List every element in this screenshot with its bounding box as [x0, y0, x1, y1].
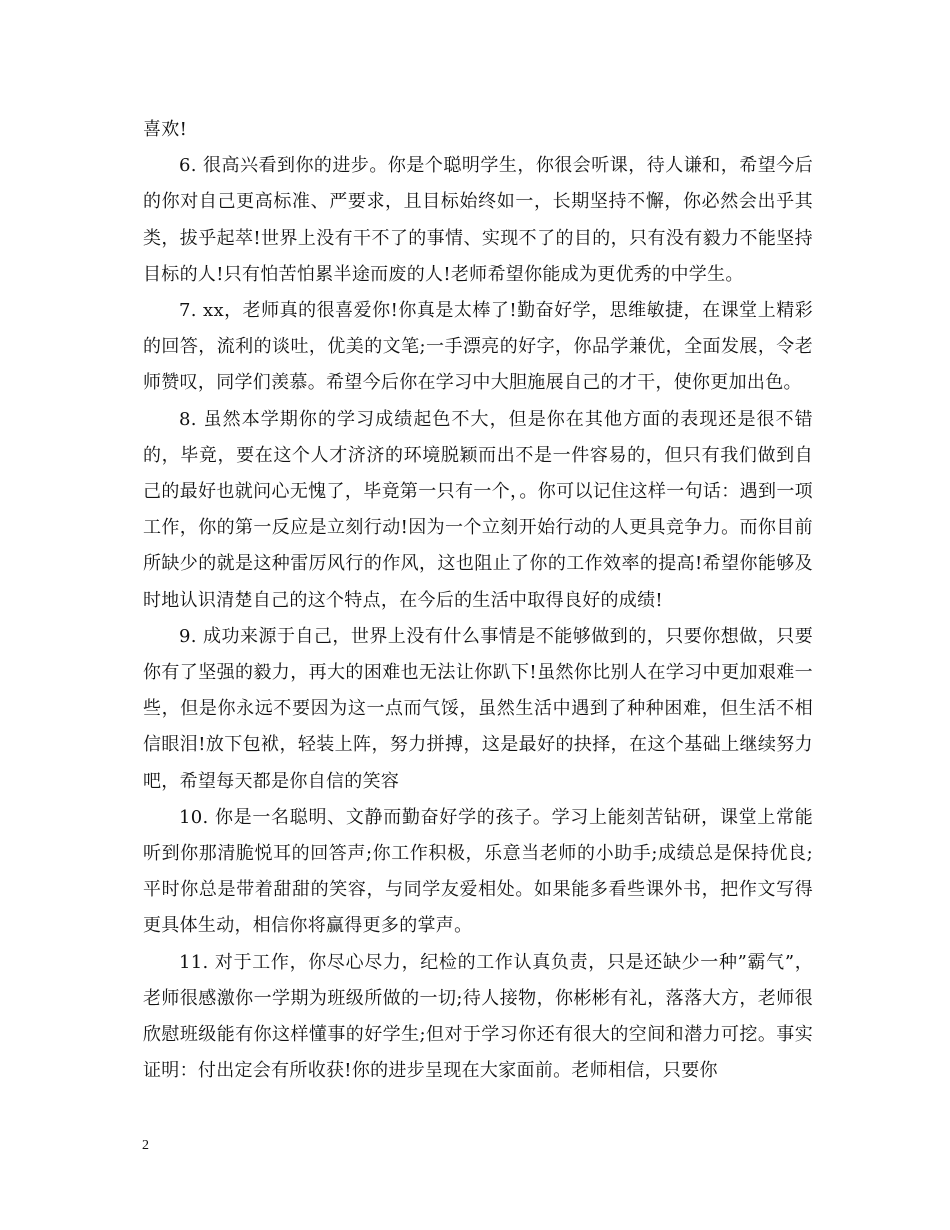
- paragraph-comment-10: 10. 你是一名聪明、文静而勤奋好学的孩子。学习上能刻苦钻研，课堂上常能听到你那清脆悦耳的回答声;你工作积极，乐意当老师的小助手;成绩总是保持优良;平时你总是带着甜甜的笑容，与同学友爱相处。如果能多看些课外书，把作文写得更具体生动，相信你将赢得更多的掌声。: [143, 806, 813, 937]
- paragraph-comment-7: 7. xx，老师真的很喜爱你!你真是太棒了!勤奋好学，思维敏捷，在课堂上精彩的回答，流利的谈吐，优美的文笔;一手漂亮的好字，你品学兼优，全面发展，令老师赞叹，同学们羡慕。希望今后你在学习中大胆施展自己的才干，使你更加出色。: [143, 300, 813, 394]
- document-body: [143, 112, 813, 1089]
- paragraph-comment-9: 9. 成功来源于自己，世界上没有什么事情是不能够做到的，只要你想做，只要你有了坚强的毅力，再大的困难也无法让你趴下!虽然你比别人在学习中更加艰难一些，但是你永远不要因为这一点而气馁，虽然生活中遇到了种种困难，但生活不相信眼泪!放下包袱，轻装上阵，努力拼搏，这是最好的抉择，在这个基础上继续努力吧，希望每天都是你自信的笑容: [143, 625, 813, 792]
- paragraph-comment-6: 6. 很高兴看到你的进步。你是个聪明学生，你很会听课，待人谦和，希望今后的你对自己更高标准、严要求，且目标始终如一，长期坚持不懈，你必然会出乎其类，拔乎起萃!世界上没有干不了的事情、实现不了的目的，只有没有毅力不能坚持目标的人!只有怕苦怕累半途而废的人!老师希望你能成为更优秀的中学生。: [143, 155, 813, 285]
- paragraph-comment-11: 11. 对于工作，你尽心尽力，纪检的工作认真负责，只是还缺少一种”霸气”，老师很感激你一学期为班级所做的一切;待人接物，你彬彬有礼，落落大方，老师很欣慰班级能有你这样懂事的好学生;但对于学习你还有很大的空间和潜力可挖。事实证明：付出定会有所收获!你的进步呈现在大家面前。老师相信，只要你: [143, 951, 813, 1082]
- paragraph-continuation: 喜欢!: [143, 119, 188, 140]
- paragraph-comment-8: 8. 虽然本学期你的学习成绩起色不大，但是你在其他方面的表现还是很不错的，毕竟，要在这个人才济济的环境脱颖而出不是一件容易的，但只有我们做到自己的最好也就问心无愧了，毕竟第一只有一个，。你可以记住这样一句话：遇到一项工作，你的第一反应是立刻行动!因为一个立刻开始行动的人更具竞争力。而你目前所缺少的就是这种雷厉风行的作风，这也阻止了你的工作效率的提高!希望你能够及时地认识清楚自己的这个特点，在今后的生活中取得良好的成绩!: [143, 408, 813, 611]
- page-number: 2: [142, 1138, 149, 1153]
